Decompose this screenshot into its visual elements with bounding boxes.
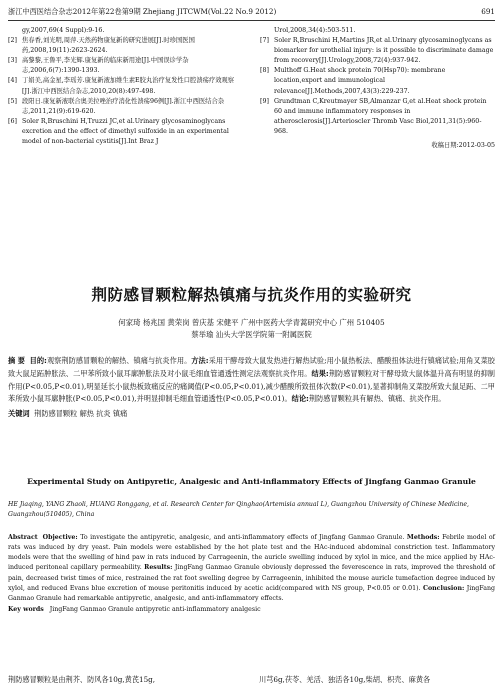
references-section <box>8 26 495 250</box>
body-text-start <box>8 674 495 686</box>
authors-block <box>0 317 503 341</box>
body-text-right: 川芎6g,茯苓、羌活、独活各10g,柴胡、枳壳、麻黄各 <box>259 675 431 684</box>
methods-en-text: Febrile model of rats was induced by dry yeast. Pain models were established by the hot plate test and the HAc-induced abdominal constriction test. Inflammatory models were that the swelling of hind paw in rats induced by Carrageenin, the auricle swelling induced by xylol in mice, and the mice applied by HAc-induced peritoneal capillary permeability. <box>8 534 495 572</box>
methods-text: 采用干酵母致大鼠发热进行解热试验;用小鼠热板法、醋酸扭体法进行镇痛试验;用角叉菜胶致大鼠足跖肿胀法、二甲苯所致小鼠耳廓肿胀法及对小鼠毛细血管通透性测定法观察抗炎作用。 <box>8 356 495 378</box>
journal-running-head: 浙江中西医结合杂志2012年第22卷第9期 Zhejiang JITCWM(Vol.22 No.9 2012) <box>8 7 277 16</box>
reference-item: [6] Soler R,Bruschini H,Truzzi JC,et al.Urinary glycosaminoglycans excretion and the effect of dimethyl sulfoxide in an experimental model of non-bacterial cystitis[J].Int Braz J <box>8 117 229 146</box>
results-text: 荆防感冒颗粒对干酵母致大鼠体温升高有明显的抑制作用(P<0.05,P<0.01),明显延长小鼠热板致痛反应的痛阈值(P<0.05,P<0.01),减少醋酸所致扭体次数(P<0.01),显著抑制角叉菜胶所致大鼠足跖、二甲苯所致小鼠耳廓肿胀(P<0.05,P<0.01),并明显抑制毛细血管通透性(P<0.05,P<0.01)。 <box>8 368 495 404</box>
authors-line-1: 何家琦 杨兆国 黄荣岗 曾庆基 宋健平 广州中医药大学青蒿研究中心 广州 510405 <box>118 318 385 327</box>
abstract-label: 摘 要 <box>8 356 25 365</box>
body-text-left: 荆防感冒颗粒是由荆芥、防风各10g,黄芪15g, <box>8 675 156 684</box>
objective-en-text: To investigate the antipyretic, analgesic, and anti-inflammatory effects of Jingfang Ganmao Granule. <box>80 534 405 541</box>
reference-item: Urol,2008,34(4):503-511. <box>274 27 356 34</box>
reference-item: [7] Soler R,Bruschini H,Martins JR,et al.Urinary glycosaminoglycans as biomarker for urothelial injury: is it possible to discriminate damage from recovery[J].Urology,2008,72(4):937-942. <box>260 37 494 65</box>
conclusion-en-text: JingFang Ganmao Granule had remarkable antipyretic, analgesic, and anti-inflammatory effects. <box>8 584 495 602</box>
chinese-abstract <box>8 355 495 421</box>
keywords-en-label: Key words <box>8 606 44 614</box>
keywords-label: 关键词 <box>8 409 30 419</box>
conclusion-label: 结论: <box>291 394 309 404</box>
page-header <box>8 4 495 21</box>
reference-item: [9] Grundtman C,Kreutmayer SB,Almanzar G,et al.Heat shock protein 60 and immune inflammatory responses in atherosclerosis[J].Arterioscler Thromb Vasc Biol,2011,31(5):960-968. <box>260 97 487 135</box>
conclusion-en-label: Conclusion: <box>422 584 465 592</box>
received-date: 收稿日期:2012-03-05 <box>431 142 495 150</box>
reference-item: [3] 高黎黎,王鲁平,李光辉.康复新的临床新用途[J].中国误诊学杂志,2006,6(7):1390-1393. <box>8 57 189 75</box>
reference-item: [2] 焦春香,刘光明,周萍.天然药物康复新的研究进展[J].时珍国医国药,2008,19(11):2623-2624. <box>8 37 195 55</box>
references-right-column <box>260 26 495 151</box>
conclusion-text: 荆防感冒颗粒具有解热、镇痛、抗炎作用。 <box>308 394 446 404</box>
english-abstract-body <box>8 533 495 604</box>
authors-line-2: 蔡举瑜 汕头大学医学院第一附属医院 <box>191 330 312 339</box>
english-abstract <box>8 533 495 615</box>
objective-text: 观察荆防感冒颗粒的解热、镇痛与抗炎作用。 <box>46 356 192 365</box>
keywords-en-text: JingFang Ganmao Granule antipyretic anti-inflammatory analgesic <box>49 606 261 614</box>
abstract-en-label: Abstract <box>8 534 38 541</box>
results-label: 结果: <box>311 368 329 378</box>
english-authors: HE Jiaqing, YANG Zhaoli, HUANG Ronggang, et al. Research Center for Qinghao(Artemisia annual L), Guangzhou University of Chinese Medicine, Guangzhou(510405), China <box>8 501 470 519</box>
results-en-label: Results: <box>144 564 173 572</box>
objective-label: 目的: <box>29 356 47 365</box>
references-left-column <box>8 26 243 147</box>
reference-item: [8] Multhoff G.Heat shock protein 70(Hsp70): membrane location,export and immunological relevance[J].Methods,2007,43(3):229-237. <box>260 67 446 95</box>
reference-item: [5] 段阳日.康复新液联合奥美拉唑治疗消化性溃疡96例[J].浙江中西医结合杂志,2011,21(9):619-620. <box>8 97 225 115</box>
english-title: Experimental Study on Antipyretic, Analgesic and Anti-inflammatory Effects of Jingfang Ganmao Granule <box>27 477 476 486</box>
objective-en-label: Objective: <box>42 534 78 541</box>
reference-item: gy,2007,69(4 Suppl):9-16. <box>22 27 105 34</box>
english-keywords <box>8 605 495 615</box>
article-title: 荆防感冒颗粒解热镇痛与抗炎作用的实验研究 <box>91 286 412 304</box>
methods-en-label: Methods: <box>406 534 440 541</box>
reference-item: [4] 丁娟美,高金星,李瑶芳.康复新液加维生素E胶丸治疗复发性口腔溃疡疗效观察[J].浙江中西医结合杂志,2010,20(8):497-498. <box>8 77 235 95</box>
chinese-abstract-body <box>8 355 495 406</box>
chinese-keywords <box>8 408 495 421</box>
page-number: 691 <box>481 7 495 16</box>
methods-label: 方法: <box>191 356 209 365</box>
results-en-text: JingFang Ganmao Granule obviously depressed the feverescence in rats, improved the threshold of pain, decreased twist times of mice, restrained the rat foot swelling degree by Carrageenin, inhibited the mouse auricle tumefaction degree induced by xylol, and reduced Evans blue excretion of mouse peritonitis induced by acetic acid(compared with NS group, P<0.05 or 0.01). <box>8 564 495 592</box>
keywords-text: 荆防感冒颗粒 解热 抗炎 镇痛 <box>34 409 128 419</box>
